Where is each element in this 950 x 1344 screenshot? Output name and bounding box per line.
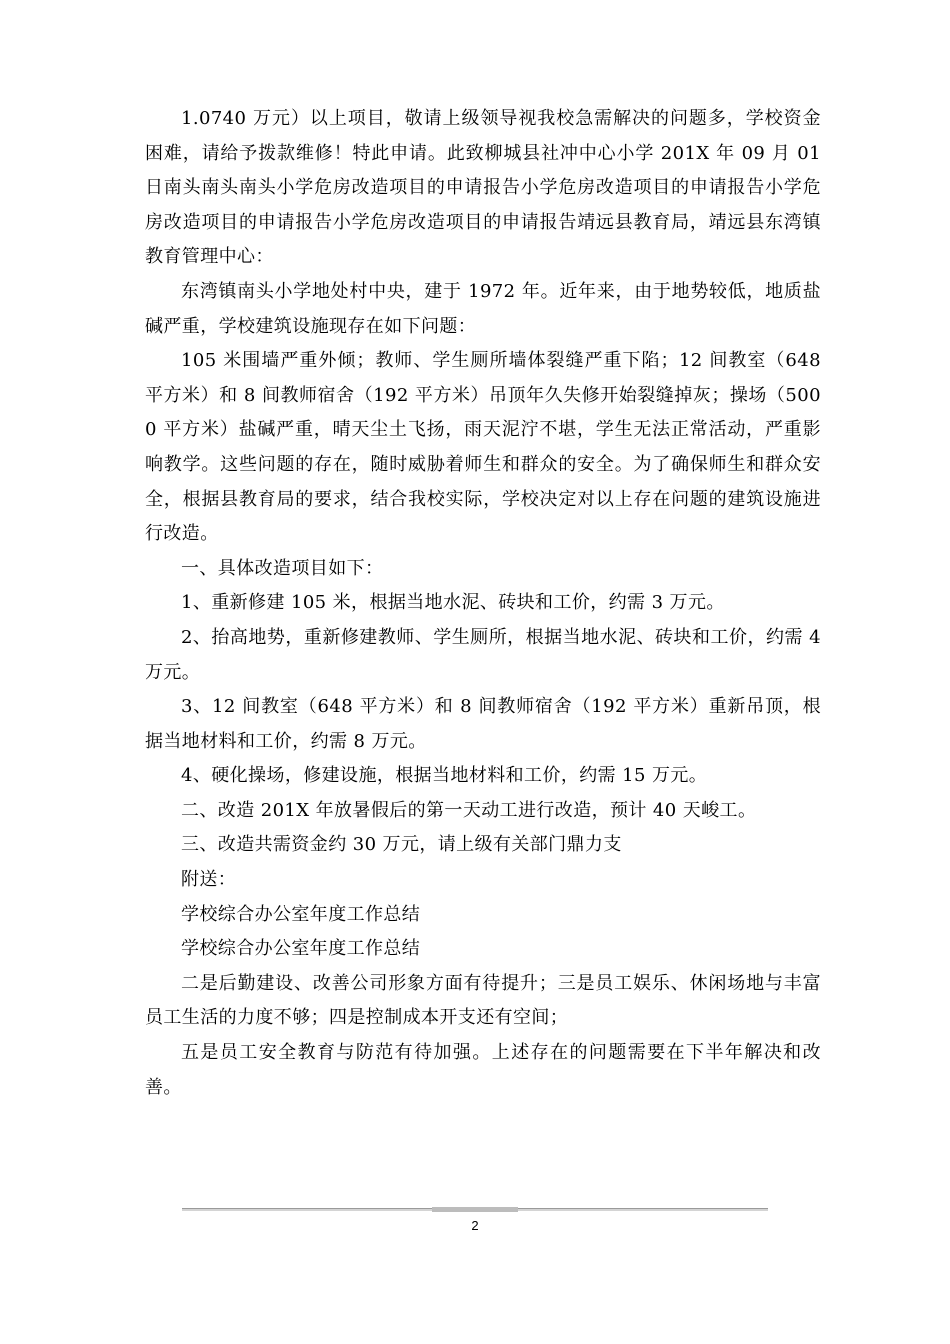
paragraph-item-2: 2、抬高地势，重新修建教师、学生厕所，根据当地水泥、砖块和工价，约需 4 万元。 [145, 626, 821, 683]
paragraph-section-one-heading: 一、具体改造项目如下： [181, 557, 384, 579]
paragraph-section-two: 二、改造 201X 年放暑假后的第一天动工进行改造，预计 40 天峻工。 [181, 799, 757, 821]
paragraph-application-intro: 1.0740 万元）以上项目，敬请上级领导视我校急需解决的问题多，学校资金困难，请给予拨款维修！特此申请。此致柳城县社冲中心小学 201X 年 09 月 01 日南头南头南头小学危房改造项目的申请报告小学危房改造项目的申请报告小学危房改造项目的申请报告小学危房改造项目的申请报告靖远县教育局，靖远县东湾镇教育管理中心： [145, 108, 821, 268]
paragraph-section-three: 三、改造共需资金约 30 万元，请上级有关部门鼎力支 [181, 834, 622, 856]
paragraph-issue-five: 五是员工安全教育与防范有待加强。上述存在的问题需要在下半年解决和改善。 [145, 1042, 821, 1098]
paragraph-school-background: 东湾镇南头小学地处村中央，建于 1972 年。近年来，由于地势较低，地质盐碱严重，学校建筑设施现存在如下问题： [145, 280, 821, 337]
page-number: 2 [471, 1218, 479, 1233]
paragraph-issues-two-to-four: 二是后勤建设、改善公司形象方面有待提升；三是员工娱乐、休闲场地与丰富员工生活的力度不够；四是控制成本开支还有空间； [145, 972, 821, 1029]
paragraph-problems: 105 米围墙严重外倾；教师、学生厕所墙体裂缝严重下陷；12 间教室（648 平方米）和 8 间教师宿舍（192 平方米）吊顶年久失修开始裂缝掉灰；操场（5000 平方米）盐碱严重，晴天尘土飞扬，雨天泥泞不堪，学生无法正常活动，严重影响教学。这些问题的存在，随时威胁着师生和群众的安全。为了确保师生和群众安全，根据县教育局的要求，结合我校实际，学校决定对以上存在问题的建筑设施进行改造。 [145, 350, 821, 545]
paragraph-item-3: 3、12 间教室（648 平方米）和 8 间教师宿舍（192 平方米）重新吊顶，根据当地材料和工价，约需 8 万元。 [145, 696, 821, 752]
document-body [145, 102, 821, 1105]
paragraph-summary-title-repeat: 学校综合办公室年度工作总结 [181, 938, 421, 960]
paragraph-attachment-label: 附送： [181, 869, 237, 891]
paragraph-summary-title: 学校综合办公室年度工作总结 [181, 903, 421, 925]
paragraph-item-4: 4、硬化操场，修建设施，根据当地材料和工价，约需 15 万元。 [181, 765, 708, 787]
footer-divider [182, 1208, 768, 1211]
footer-divider-center [432, 1207, 518, 1212]
paragraph-item-1: 1、重新修建 105 米，根据当地水泥、砖块和工价，约需 3 万元。 [181, 592, 725, 614]
